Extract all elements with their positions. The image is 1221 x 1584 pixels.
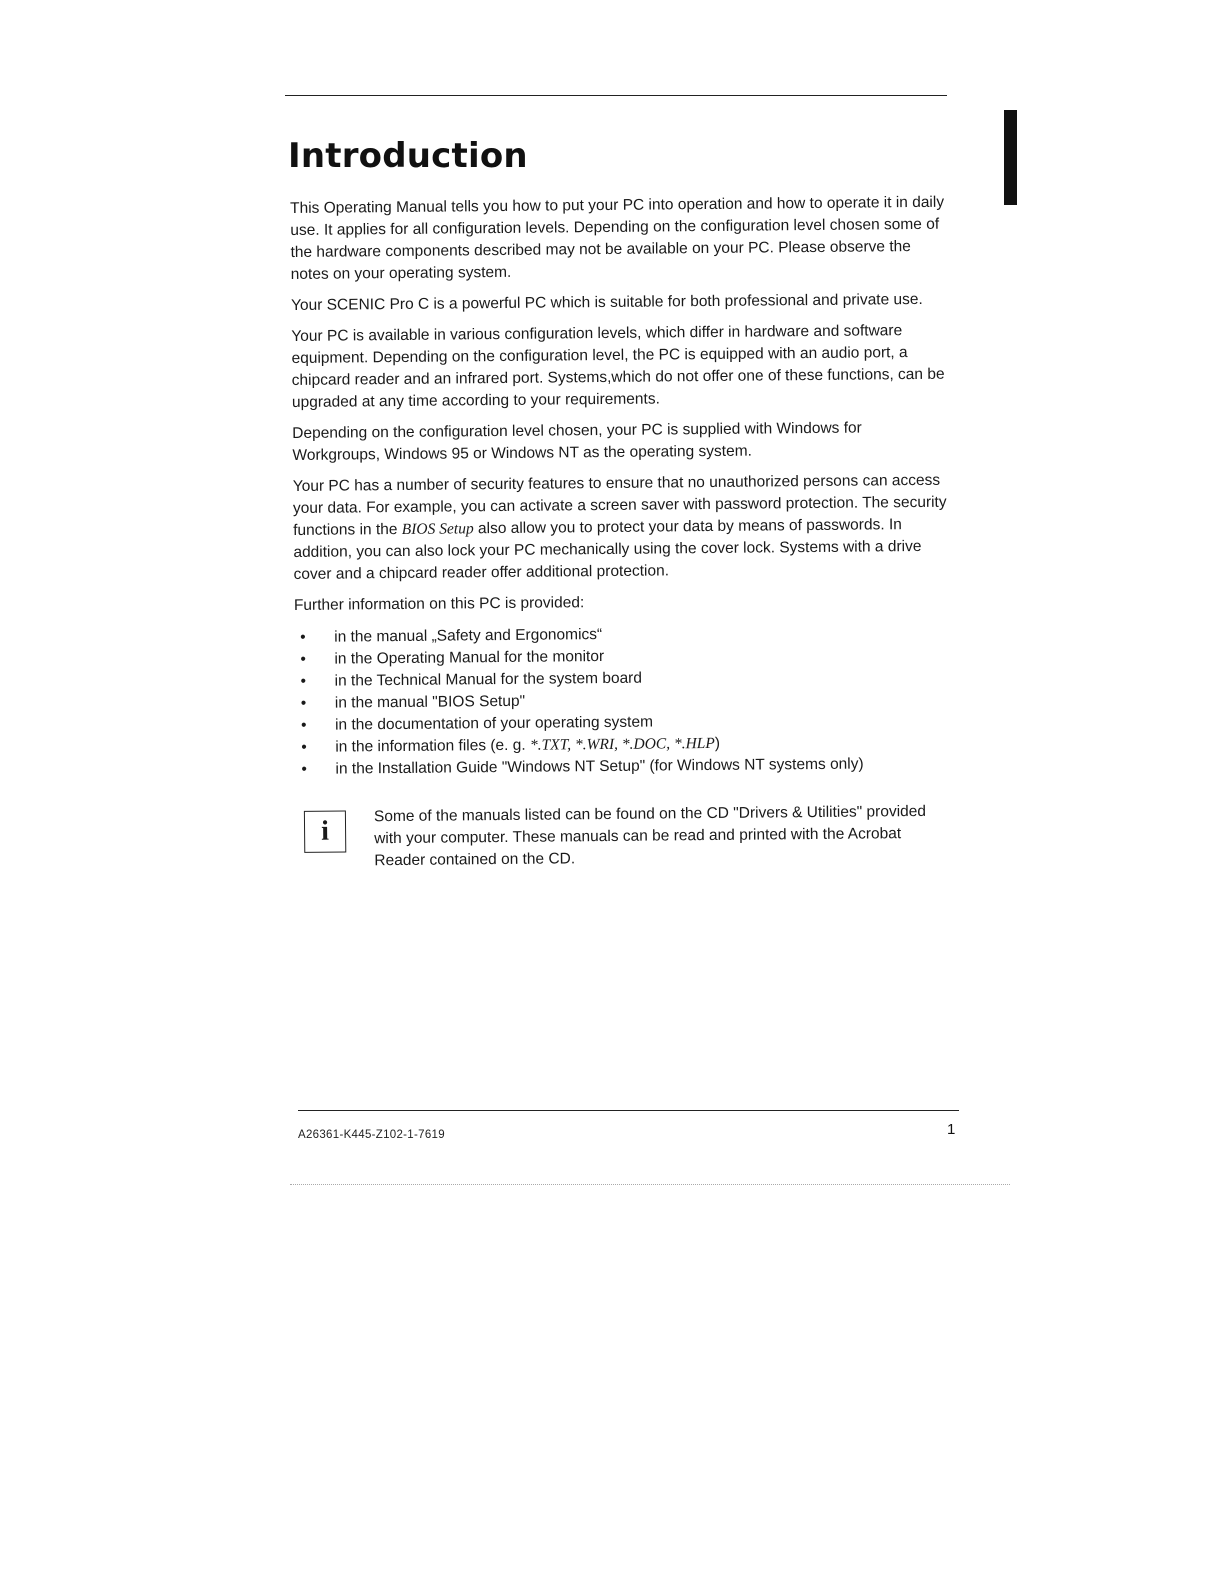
body-content <box>290 192 956 873</box>
page-title: Introduction <box>288 136 528 176</box>
info-note <box>296 801 957 873</box>
list-item: • in the Technical Manual for the system board <box>295 665 955 693</box>
page-number: 1 <box>947 1121 956 1138</box>
text-run: ) <box>714 734 721 752</box>
file-extensions: *.TXT, *.WRI, *.DOC, *.HLP <box>529 734 715 754</box>
list-item: • in the Installation Guide "Windows NT Setup" (for Windows NT systems only) <box>295 753 955 781</box>
bios-setup-emphasis: BIOS Setup <box>401 520 474 538</box>
list-item: • in the manual "BIOS Setup" <box>295 687 955 715</box>
list-item: • in the Operating Manual for the monitor <box>294 643 954 671</box>
security-paragraph <box>293 470 954 586</box>
text-run: in the information files (e. g. <box>335 736 531 756</box>
paragraph: Your PC is available in various configuration levels, which differ in hardware and software equipment. Depending on the configuration level, the PC is equipped with an audio port, a chipcard reader and an infrared port. Systems,which do not offer one of these functions, can be upgraded at any time according to your requirements. <box>291 322 945 411</box>
info-note-text: Some of the manuals listed can be found on the CD "Drivers & Utilities" provided with your computer. These manuals can be read and printed with the Acrobat Reader contained on the CD. <box>373 802 927 870</box>
header-rule <box>285 95 947 96</box>
document-number: A26361-K445-Z102-1-7619 <box>298 1129 445 1141</box>
info-icon: i <box>304 810 346 852</box>
paragraph: This Operating Manual tells you how to put your PC into operation and how to operate it in daily use. It applies for all configuration levels. Depending on the configuration level chosen some of the hardware components described may not be available on your PC. Please observe the notes on your operating system. <box>290 193 945 283</box>
further-info-list <box>294 621 955 781</box>
footer-rule <box>298 1110 959 1111</box>
paragraph: Depending on the configuration level chosen, your PC is supplied with Windows for Workgroups, Windows 95 or Windows NT as the operating system. <box>292 419 862 464</box>
chapter-thumb-tab <box>1004 110 1017 205</box>
list-item: • in the documentation of your operating system <box>295 709 955 737</box>
further-info-intro: Further information on this PC is provided: <box>293 594 585 614</box>
list-item: • in the manual „Safety and Ergonomics“ <box>294 621 954 649</box>
paragraph: Your SCENIC Pro C is a powerful PC which is suitable for both professional and private use. <box>290 290 923 314</box>
scan-artifact-line <box>290 1184 1010 1185</box>
text-run: Your PC has a number of security features to ensure that no unauthorized persons can access your data. For example, you can activate a screen saver with password protection. The security functions in the <box>292 471 947 539</box>
text-run: also allow you to protect your data by means of passwords. In addition, you can also lock your PC mechanically using the cover lock. Systems with a drive cover and a chipcard reader offer additional protection. <box>293 516 922 583</box>
